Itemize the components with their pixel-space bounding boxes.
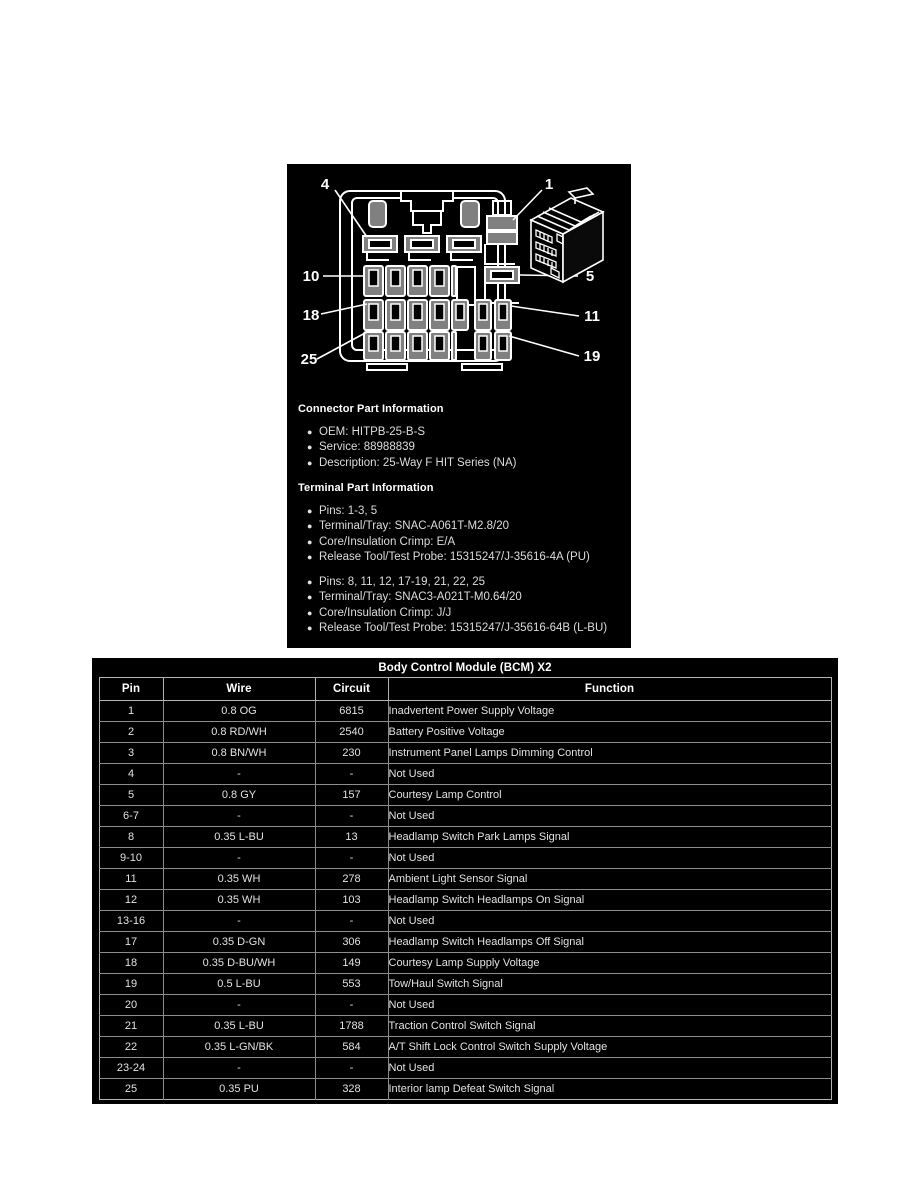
table-row (99, 1016, 831, 1037)
pinout-table (99, 677, 832, 1100)
cell-pin: 4 (99, 764, 163, 785)
cell-function: Tow/Haul Switch Signal (388, 974, 831, 995)
cell-pin: 17 (99, 932, 163, 953)
cell-pin: 19 (99, 974, 163, 995)
cell-pin: 18 (99, 953, 163, 974)
cell-wire: - (163, 1058, 315, 1079)
cell-pin: 6-7 (99, 806, 163, 827)
bullet-icon: ● (307, 506, 313, 516)
cell-circuit: 230 (315, 743, 388, 764)
cell-wire: - (163, 764, 315, 785)
cell-wire: - (163, 848, 315, 869)
cell-circuit: 306 (315, 932, 388, 953)
list-group-spacer (287, 565, 631, 575)
pinout-table-container (92, 658, 838, 1104)
table-row (99, 995, 831, 1016)
callout-25: 25 (300, 351, 318, 368)
cell-wire: 0.8 GY (163, 785, 315, 806)
table-row (99, 869, 831, 890)
cell-pin: 12 (99, 890, 163, 911)
cell-function: Not Used (388, 1058, 831, 1079)
bullet-icon: ● (307, 521, 313, 532)
table-row (99, 974, 831, 995)
cell-wire: - (163, 911, 315, 932)
bullet-icon: ● (307, 427, 313, 437)
cell-pin: 22 (99, 1037, 163, 1058)
table-row (99, 785, 831, 806)
terminal-part-info-group-b (287, 575, 631, 636)
cell-function: Instrument Panel Lamps Dimming Control (388, 743, 831, 764)
cell-pin: 21 (99, 1016, 163, 1037)
table-row (99, 806, 831, 827)
bullet-icon: ● (307, 577, 313, 588)
cell-wire: 0.8 RD/WH (163, 722, 315, 743)
table-row (99, 827, 831, 848)
cell-pin: 20 (99, 995, 163, 1016)
cell-function: Not Used (388, 911, 831, 932)
table-row (99, 932, 831, 953)
cell-pin: 1 (99, 701, 163, 722)
callout-11: 11 (584, 308, 600, 325)
connector-part-information-section (287, 402, 631, 471)
table-row (99, 1037, 831, 1058)
list-item: ● Pins: 1-3, 5 (287, 504, 631, 519)
cell-function: Headlamp Switch Headlamps On Signal (388, 890, 831, 911)
list-item: ● Description: 25-Way F HIT Series (NA) (287, 456, 631, 471)
cell-circuit: 157 (315, 785, 388, 806)
column-header-circuit: Circuit (315, 678, 388, 701)
bullet-icon: ● (307, 551, 313, 562)
table-row (99, 1079, 831, 1100)
terminal-part-information-section (287, 481, 631, 636)
table-row (99, 764, 831, 785)
column-header-function: Function (388, 678, 831, 701)
callout-4: 4 (320, 176, 330, 193)
table-row (99, 890, 831, 911)
cell-circuit: - (315, 848, 388, 869)
bullet-icon: ● (307, 623, 313, 634)
cell-wire: 0.35 D-BU/WH (163, 953, 315, 974)
cell-circuit: - (315, 1058, 388, 1079)
cell-function: Interior lamp Defeat Switch Signal (388, 1079, 831, 1100)
callout-10: 10 (302, 268, 320, 285)
list-item: ● Pins: 8, 11, 12, 17-19, 21, 22, 25 (287, 575, 631, 590)
cell-circuit: - (315, 911, 388, 932)
table-row (99, 722, 831, 743)
cell-circuit: 1788 (315, 1016, 388, 1037)
bullet-icon: ● (307, 536, 313, 547)
cell-wire: 0.35 WH (163, 890, 315, 911)
cell-function: Not Used (388, 764, 831, 785)
cell-circuit: 6815 (315, 701, 388, 722)
list-item: ● Release Tool/Test Probe: 15315247/J-35616-64B (L-BU) (287, 621, 631, 636)
cell-function: Headlamp Switch Headlamps Off Signal (388, 932, 831, 953)
cell-wire: 0.35 L-BU (163, 827, 315, 848)
cell-wire: 0.5 L-BU (163, 974, 315, 995)
cell-circuit: 328 (315, 1079, 388, 1100)
cell-circuit: - (315, 806, 388, 827)
cell-pin: 23-24 (99, 1058, 163, 1079)
cell-wire: - (163, 806, 315, 827)
cell-wire: 0.35 WH (163, 869, 315, 890)
cell-wire: 0.35 L-GN/BK (163, 1037, 315, 1058)
list-item: ● Core/Insulation Crimp: J/J (287, 606, 631, 621)
cell-circuit: 103 (315, 890, 388, 911)
cell-pin: 8 (99, 827, 163, 848)
cell-pin: 9-10 (99, 848, 163, 869)
connector-part-info-list (287, 425, 631, 471)
cell-wire: 0.35 L-BU (163, 1016, 315, 1037)
cell-circuit: 584 (315, 1037, 388, 1058)
cell-circuit: 13 (315, 827, 388, 848)
cell-wire: 0.35 D-GN (163, 932, 315, 953)
cell-function: A/T Shift Lock Control Switch Supply Voltage (388, 1037, 831, 1058)
bullet-icon: ● (307, 457, 313, 468)
callout-18: 18 (302, 307, 320, 324)
cell-circuit: 553 (315, 974, 388, 995)
cell-pin: 5 (99, 785, 163, 806)
column-header-wire: Wire (163, 678, 315, 701)
cell-wire: - (163, 995, 315, 1016)
table-row (99, 911, 831, 932)
bullet-icon: ● (307, 442, 313, 453)
cell-pin: 2 (99, 722, 163, 743)
cell-pin: 13-16 (99, 911, 163, 932)
connector-figure-panel (287, 164, 631, 648)
bullet-icon: ● (307, 607, 313, 618)
cell-function: Not Used (388, 848, 831, 869)
callout-19: 19 (583, 348, 601, 365)
table-row (99, 953, 831, 974)
cell-circuit: 2540 (315, 722, 388, 743)
cell-circuit: 149 (315, 953, 388, 974)
list-item: ● OEM: HITPB-25-B-S (287, 425, 631, 440)
list-item: ● Release Tool/Test Probe: 15315247/J-35616-4A (PU) (287, 550, 631, 565)
cell-function: Inadvertent Power Supply Voltage (388, 701, 831, 722)
list-item: ● Terminal/Tray: SNAC3-A021T-M0.64/20 (287, 590, 631, 605)
terminal-part-info-heading: Terminal Part Information (298, 482, 434, 494)
callout-5: 5 (585, 268, 595, 285)
cell-function: Courtesy Lamp Control (388, 785, 831, 806)
list-item: ● Terminal/Tray: SNAC-A061T-M2.8/20 (287, 519, 631, 534)
cell-function: Traction Control Switch Signal (388, 1016, 831, 1037)
table-row (99, 743, 831, 764)
list-item: ● Core/Insulation Crimp: E/A (287, 535, 631, 550)
cell-pin: 11 (99, 869, 163, 890)
cell-function: Courtesy Lamp Supply Voltage (388, 953, 831, 974)
cell-function: Battery Positive Voltage (388, 722, 831, 743)
column-header-pin: Pin (99, 678, 163, 701)
table-row (99, 1058, 831, 1079)
table-row (99, 701, 831, 722)
cell-wire: 0.8 BN/WH (163, 743, 315, 764)
cell-circuit: 278 (315, 869, 388, 890)
table-header-row (99, 678, 831, 701)
callout-1: 1 (544, 176, 554, 193)
cell-function: Not Used (388, 995, 831, 1016)
cell-function: Not Used (388, 806, 831, 827)
list-item: ● Service: 88988839 (287, 440, 631, 455)
cell-function: Headlamp Switch Park Lamps Signal (388, 827, 831, 848)
connector-part-info-heading: Connector Part Information (298, 403, 444, 415)
bullet-icon: ● (307, 592, 313, 603)
cell-circuit: - (315, 764, 388, 785)
cell-pin: 25 (99, 1079, 163, 1100)
cell-wire: 0.8 OG (163, 701, 315, 722)
cell-pin: 3 (99, 743, 163, 764)
cell-circuit: - (315, 995, 388, 1016)
cell-function: Ambient Light Sensor Signal (388, 869, 831, 890)
bcm-x2-connector-diagram (287, 164, 631, 396)
terminal-part-info-group-a (287, 504, 631, 565)
cell-wire: 0.35 PU (163, 1079, 315, 1100)
table-row (99, 848, 831, 869)
pinout-table-title: Body Control Module (BCM) X2 (93, 659, 837, 677)
pinout-table-body (99, 701, 831, 1100)
